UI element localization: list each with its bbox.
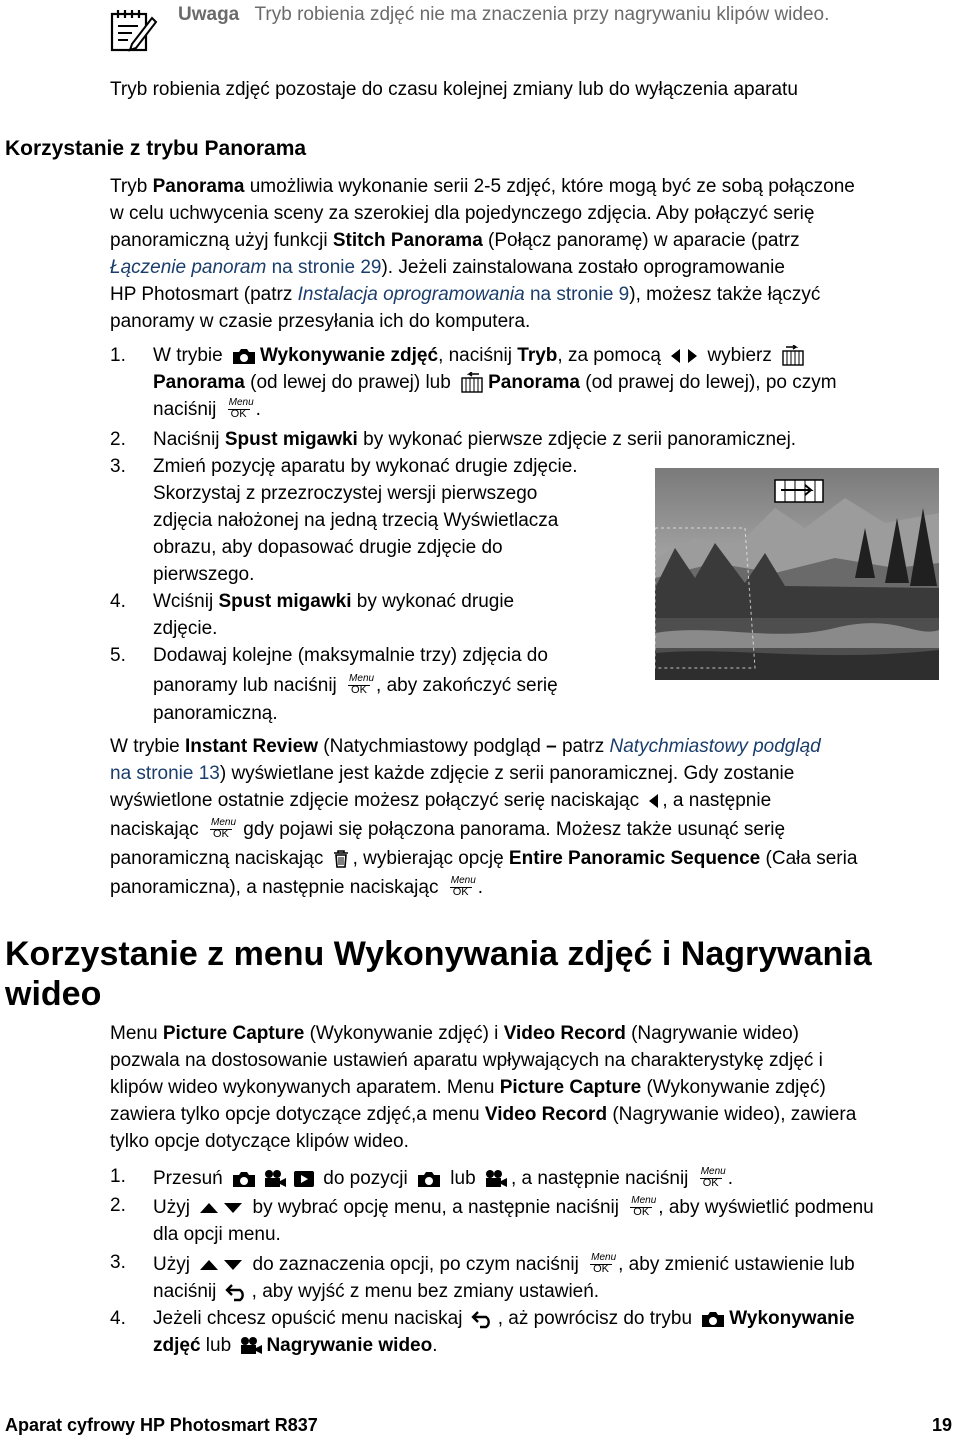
step-number: 1. [110,1166,126,1187]
paragraph-line: tylko opcje dotyczące klipów wideo. [110,1131,409,1152]
step-line: zdjęcia nałożonej na jedną trzecią Wyświetlacza [153,510,559,531]
arrow-left-icon [647,792,659,810]
step-line: Użyj by wybrać opcję menu, a następnie naciśnij Menu OK , aby wyświetlić podmenu [153,1194,874,1218]
step-number: 5. [110,645,126,666]
arrow-up-down-icon [198,1200,244,1216]
step-number: 1. [110,345,126,366]
panorama-icon [780,345,806,367]
step-line: Skorzystaj z przezroczystej wersji pierwszego [153,483,538,504]
step-line: zdjęć lub Nagrywanie wideo. [153,1335,438,1356]
paragraph-line: W trybie Instant Review (Natychmiastowy podgląd – patrz Natychmiastowy podgląd [110,736,821,757]
paragraph-line: klipów wideo wykonywanych aparatem. Menu Picture Capture (Wykonywanie zdjęć) [110,1077,826,1098]
link-natychmiastowy-page[interactable]: na stronie 13 [110,763,220,784]
menu-ok-icon: Menu OK [349,672,375,696]
step-number: 2. [110,429,126,450]
paragraph-line: zawiera tylko opcje dotyczące zdjęć,a menu Video Record (Nagrywanie wideo), zawiera [110,1104,857,1125]
step-number: 2. [110,1195,126,1216]
step-line: Użyj do zaznaczenia opcji, po czym naciśnij Menu OK , aby zmienić ustawienie lub [153,1251,855,1275]
menu-ok-icon: Menu OK [700,1165,726,1189]
link-laczenie-page[interactable]: na stronie 29 [266,257,382,278]
trash-icon [332,849,350,869]
paragraph-line: Tryb Panorama umożliwia wykonanie serii 2-5 zdjęć, które mogą być ze sobą połączone [110,176,855,197]
paragraph-line: naciskając Menu OK gdy pojawi się połączona panorama. Możesz także usunąć serię [110,816,786,840]
camera-icon [231,1169,257,1189]
paragraph-line: na stronie 13) wyświetlane jest każde zdjęcie z serii panoramicznej. Gdy zostanie [110,763,795,784]
link-natychmiastowy[interactable]: Natychmiastowy podgląd [609,736,821,757]
paragraph-line: w celu uchwycenia sceny za szerokiej dla pojedynczego zdjęcia. Aby połączyć serię [110,203,815,224]
menu-ok-icon: Menu OK [450,874,476,898]
back-icon [225,1282,249,1302]
step-line: panoramy lub naciśnij Menu OK , aby zakończyć serię [153,672,558,696]
link-instalacja-page[interactable]: na stronie 9 [524,284,630,305]
section-title-menus: Korzystanie z menu Wykonywania zdjęć i Nagrywania [5,935,872,973]
step-line: dla opcji menu. [153,1224,281,1245]
arrow-up-down-icon [198,1257,244,1273]
panorama-preview-photo [655,468,939,680]
paragraph-line: panoramy w czasie przesyłania ich do komputera. [110,311,531,332]
section-title-menus-cont: wideo [5,975,102,1013]
paragraph-line: panoramiczna), a następnie naciskając Menu OK . [110,874,484,898]
step-number: 4. [110,1308,126,1329]
step-line: Zmień pozycję aparatu by wykonać drugie zdjęcie. [153,456,578,477]
menu-ok-icon: Menu OK [631,1194,657,1218]
video-icon [239,1336,263,1356]
camera-icon [231,346,257,366]
video-icon [263,1169,287,1189]
menu-ok-icon: Menu OK [591,1251,617,1275]
section-title-panorama: Korzystanie z trybu Panorama [5,137,307,160]
camera-icon [700,1309,726,1329]
panorama-icon [459,372,485,394]
step-line: panoramiczną. [153,703,278,724]
note [178,1,829,28]
page-number: 19 [932,1415,953,1435]
menu-ok-icon: Menu OK [228,396,254,420]
paragraph-line: HP Photosmart (patrz Instalacja oprogramowania na stronie 9), możesz także łączyć [110,284,821,305]
video-icon [484,1169,508,1189]
step-line: naciśnij Menu OK . [153,396,261,420]
arrow-left-right-icon [669,347,699,365]
step-line: Jeżeli chcesz opuścić menu naciskaj , aż powrócisz do trybu Wykonywanie [153,1308,855,1329]
note-icon [108,4,158,54]
step-number: 3. [110,1252,126,1273]
footer-title: Aparat cyfrowy HP Photosmart R837 [5,1415,318,1435]
paragraph-line: Łączenie panoram na stronie 29). Jeżeli zainstalowana zostało oprogramowanie [110,257,785,278]
step-line: pierwszego. [153,564,255,585]
step-line: Przesuń do pozycji lub , a następnie naciśnij Menu OK . [153,1165,733,1189]
paragraph-line: panoramiczną użyj funkcji Stitch Panorama (Połącz panoramę) w aparacie (patrz [110,230,800,251]
paragraph-line: wyświetlone ostatnie zdjęcie możesz połączyć serię naciskając , a następnie [110,790,772,811]
link-laczenie-panoram[interactable]: Łączenie panoram [110,257,267,278]
step-number: 3. [110,456,126,477]
step-line: Wciśnij Spust migawki by wykonać drugie [153,591,515,612]
paragraph-line: Menu Picture Capture (Wykonywanie zdjęć) i Video Record (Nagrywanie wideo) [110,1023,800,1044]
camera-icon [416,1169,442,1189]
playback-icon [293,1169,315,1189]
step-line: obrazu, aby dopasować drugie zdjęcie do [153,537,503,558]
link-instalacja[interactable]: Instalacja oprogramowania [297,284,525,305]
step-line: Naciśnij Spust migawki by wykonać pierwsze zdjęcie z serii panoramicznej. [153,429,797,450]
paragraph-line: pozwala na dostosowanie ustawień aparatu wpływających na charakterystykę zdjęć i [110,1050,823,1071]
back-icon [471,1309,495,1329]
note-text: Tryb robienia zdjęć nie ma znaczenia przy nagrywaniu klipów wideo. [254,4,830,25]
step-line: W trybie Wykonywanie zdjęć, naciśnij Tryb, za pomocą wybierz [153,342,809,369]
step-line: Panorama (od lewej do prawej) lub Panorama (od prawej do lewej), po czym [153,372,837,393]
menu-ok-icon: Menu OK [211,816,237,840]
step-number: 4. [110,591,126,612]
step-line: naciśnij , aby wyjść z menu bez zmiany ustawień. [153,1281,600,1302]
intro-line: Tryb robienia zdjęć pozostaje do czasu kolejnej zmiany lub do wyłączenia aparatu [110,79,798,100]
note-label: Uwaga [178,4,240,25]
step-line: Dodawaj kolejne (maksymalnie trzy) zdjęcia do [153,645,548,666]
paragraph-line: panoramiczną naciskając , wybierając opcję Entire Panoramic Sequence (Cała seria [110,848,858,869]
step-line: zdjęcie. [153,618,218,639]
